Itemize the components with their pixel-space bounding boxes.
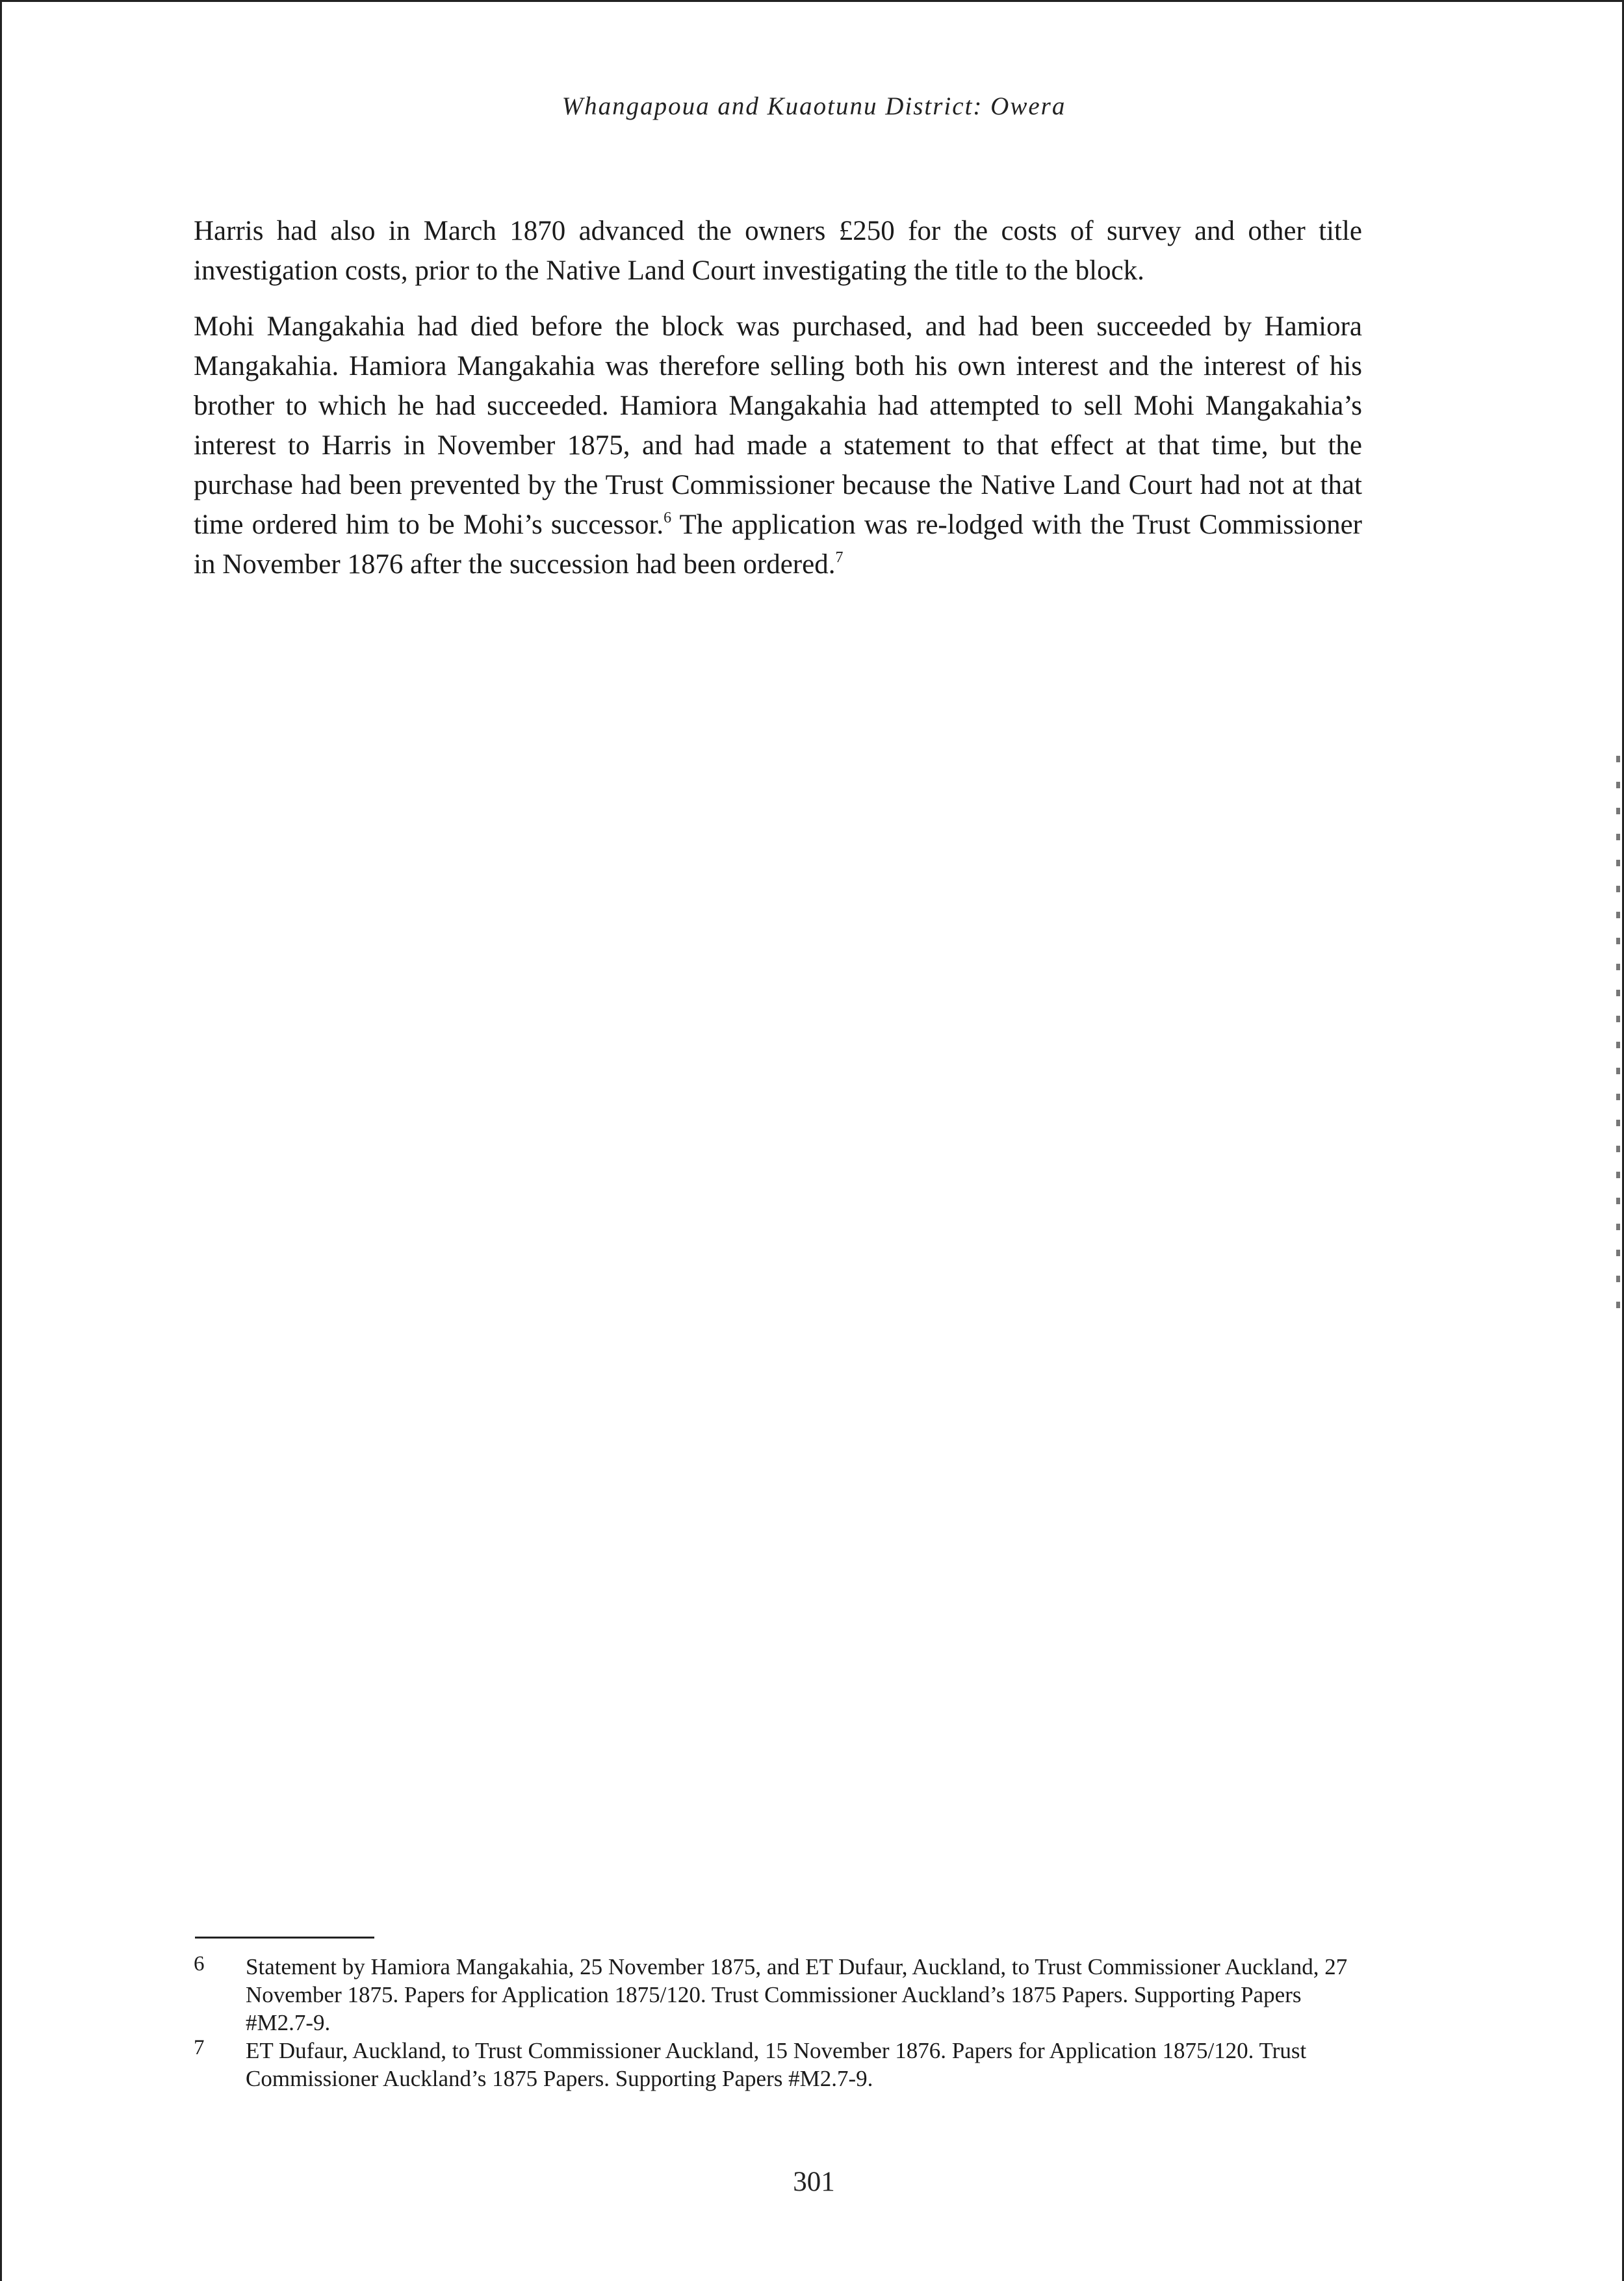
paragraph-2 <box>194 307 1362 584</box>
footnote-text: Statement by Hamiora Mangakahia, 25 November 1875, and ET Dufaur, Auckland, to Trust Commissioner Auckland, 27 November 1875. Papers for Application 1875/120. Trust Commissioner Auckland’s 1875 Papers. Supporting Papers #M2.7-9. <box>246 1954 1348 2035</box>
footnote-rule <box>195 1937 374 1939</box>
paragraph-2-text-b: The application was re-lodged with the Trust Commissioner in November 1876 after the succession had been ordered. <box>194 509 1362 580</box>
paragraph-2-text-a: Mohi Mangakahia had died before the block was purchased, and had been succeeded by Hamiora Mangakahia. Hamiora Mangakahia was therefore selling both his own interest and the interest of his brother to which he had succeeded. Hamiora Mangakahia had attempted to sell Mohi Mangakahia’s interest to Harris in November 1875, and had made a statement to that effect at that time, but the purchase had been prevented by the Trust Commissioner because the Native Land Court had not at that time ordered him to be Mohi’s successor. <box>194 311 1362 540</box>
running-head: Whangapoua and Kuaotunu District: Owera <box>561 92 1066 120</box>
body-text <box>194 211 1362 600</box>
scan-edge-mark <box>1616 756 1620 1328</box>
footnote-number: 6 <box>194 1952 205 1976</box>
footnote-ref-6[interactable]: 6 <box>664 509 672 526</box>
paragraph-1-text: Harris had also in March 1870 advanced the owners £250 for the costs of survey and other title investigation costs, prior to the Native Land Court investigating the title to the block. <box>194 216 1362 286</box>
footnote-number: 7 <box>194 2036 205 2059</box>
footnote-ref-7[interactable]: 7 <box>835 548 844 566</box>
footnote-7 <box>194 2037 1362 2093</box>
paragraph-1 <box>194 211 1362 290</box>
footnote-text: ET Dufaur, Auckland, to Trust Commissioner Auckland, 15 November 1876. Papers for Application 1875/120. Trust Commissioner Auckland’s 1875 Papers. Supporting Papers #M2.7-9. <box>246 2038 1307 2091</box>
footnote-6 <box>194 1953 1362 2037</box>
page-number: 301 <box>793 2167 835 2197</box>
footnotes-section <box>194 1937 1362 2093</box>
